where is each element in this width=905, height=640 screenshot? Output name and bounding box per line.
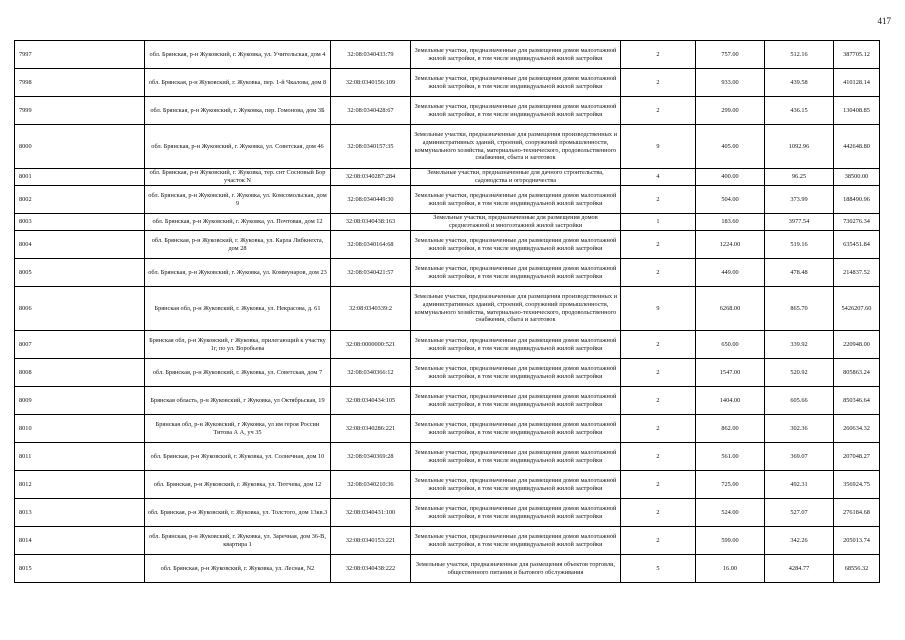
land-use-cell: Земельные участки, предназначенные для размещения домов малоэтажной жилой застройки, в том числе индивидуальной жилой застройки bbox=[411, 499, 621, 527]
address-cell: Брянская обл, р-н Жуковский, г Жуковка, ул им героя России Титова А А, уч 35 bbox=[145, 415, 331, 443]
cadastral-number-cell: 32:08:0340164:68 bbox=[331, 231, 411, 259]
cadastral-value-cell: 805863.24 bbox=[834, 359, 880, 387]
land-use-cell: Земельные участки, предназначенные для размещения домов малоэтажной жилой застройки, в том числе индивидуальной жилой застройки bbox=[411, 387, 621, 415]
table-body bbox=[15, 41, 880, 583]
area-cell: 16.00 bbox=[696, 555, 765, 583]
land-use-cell: Земельные участки, предназначенные для размещения домов малоэтажной жилой застройки, в том числе индивидуальной жилой застройки bbox=[411, 443, 621, 471]
row-number-cell: 8005 bbox=[15, 259, 145, 287]
cadastral-value-cell: 214837.52 bbox=[834, 259, 880, 287]
address-cell: обл. Брянская, р-н Жуковский, г. Жуковка, ул. Советская, дом 7 bbox=[145, 359, 331, 387]
table-row bbox=[15, 214, 880, 231]
table-row bbox=[15, 359, 880, 387]
cadastral-value-cell: 387705.12 bbox=[834, 41, 880, 69]
group-cell: 2 bbox=[621, 359, 696, 387]
address-cell: обл. Брянская, р-н Жуковский, г. Жуковка, тер. снт Сосновый Бор участок N bbox=[145, 169, 331, 186]
row-number-cell: 8008 bbox=[15, 359, 145, 387]
cadastral-value-cell: 68556.32 bbox=[834, 555, 880, 583]
address-cell: обл. Брянская, р-н Жуковский, г. Жуковка, ул. Советская, дом 46 bbox=[145, 125, 331, 169]
land-use-cell: Земельные участки, предназначенные для размещения домов малоэтажной жилой застройки, в том числе индивидуальной жилой застройки bbox=[411, 527, 621, 555]
unit-cost-cell: 512.16 bbox=[765, 41, 834, 69]
cadastral-number-cell: 32:08:0340438:163 bbox=[331, 214, 411, 231]
area-cell: 725.00 bbox=[696, 471, 765, 499]
unit-cost-cell: 4284.77 bbox=[765, 555, 834, 583]
address-cell: Брянская область, р-н Жуковский, г Жуковка, ул Октябрьская, 19 bbox=[145, 387, 331, 415]
cadastral-number-cell: 32:08:0340156:109 bbox=[331, 69, 411, 97]
land-use-cell: Земельные участки, предназначенные для размещения домов малоэтажной жилой застройки, в том числе индивидуальной жилой застройки bbox=[411, 69, 621, 97]
land-use-cell: Земельные участки, предназначенные для размещения объектов торговли, общественного питания и бытового обслуживания bbox=[411, 555, 621, 583]
table-row bbox=[15, 41, 880, 69]
cadastral-number-cell: 32:08:0340153:221 bbox=[331, 527, 411, 555]
land-use-cell: Земельные участки, предназначенные для дачного строительства, садоводства и огородничества bbox=[411, 169, 621, 186]
cadastral-number-cell: 32:08:0340287:284 bbox=[331, 169, 411, 186]
land-use-cell: Земельные участки, предназначенные для размещения производственных и административных зданий, строений, сооружений промышленности, коммунального хозяйства, материально-технического, продовольственного снабжения, сбыта и заготовок bbox=[411, 287, 621, 331]
address-cell: обл. Брянская, р-н Жуковский, г. Жуковка, ул. Карла Либкнехта, дом 28 bbox=[145, 231, 331, 259]
row-number-cell: 8013 bbox=[15, 499, 145, 527]
group-cell: 2 bbox=[621, 97, 696, 125]
row-number-cell: 8007 bbox=[15, 331, 145, 359]
unit-cost-cell: 369.07 bbox=[765, 443, 834, 471]
address-cell: Брянская обл, р-н Жуковский, г. Жуковка, ул. Некрасова, д. 61 bbox=[145, 287, 331, 331]
group-cell: 2 bbox=[621, 443, 696, 471]
land-use-cell: Земельные участки, предназначенные для размещения домов малоэтажной жилой застройки, в том числе индивидуальной жилой застройки bbox=[411, 186, 621, 214]
unit-cost-cell: 1092.96 bbox=[765, 125, 834, 169]
unit-cost-cell: 96.25 bbox=[765, 169, 834, 186]
row-number-cell: 8003 bbox=[15, 214, 145, 231]
land-use-cell: Земельные участки, предназначенные для размещения производственных и административных зданий, строений, сооружений промышленности, коммунального хозяйства, материально-технического, продовольственного снабжения, сбыта и заготовок bbox=[411, 125, 621, 169]
cadastral-value-cell: 730276.34 bbox=[834, 214, 880, 231]
table-row bbox=[15, 231, 880, 259]
group-cell: 2 bbox=[621, 527, 696, 555]
group-cell: 2 bbox=[621, 331, 696, 359]
cadastral-value-cell: 410128.14 bbox=[834, 69, 880, 97]
table-row bbox=[15, 97, 880, 125]
row-number-cell: 8015 bbox=[15, 555, 145, 583]
row-number-cell: 8004 bbox=[15, 231, 145, 259]
group-cell: 5 bbox=[621, 555, 696, 583]
cadastral-number-cell: 32:08:0340438:222 bbox=[331, 555, 411, 583]
cadastral-value-cell: 220948.00 bbox=[834, 331, 880, 359]
row-number-cell: 8014 bbox=[15, 527, 145, 555]
address-cell: обл. Брянская, р-н Жуковский, г. Жуковка, ул. Лесная, N2 bbox=[145, 555, 331, 583]
area-cell: 405.00 bbox=[696, 125, 765, 169]
cadastral-value-cell: 260634.32 bbox=[834, 415, 880, 443]
unit-cost-cell: 439.58 bbox=[765, 69, 834, 97]
area-cell: 299.00 bbox=[696, 97, 765, 125]
address-cell: обл. Брянская, р-н Жуковский, г. Жуковка, пер. Гомонова, дом 3Б bbox=[145, 97, 331, 125]
cadastral-value-cell: 276184.68 bbox=[834, 499, 880, 527]
address-cell: обл. Брянская, р-н Жуковский, г. Жуковка, ул. Коммунаров, дом 23 bbox=[145, 259, 331, 287]
row-number-cell: 7999 bbox=[15, 97, 145, 125]
area-cell: 449.00 bbox=[696, 259, 765, 287]
area-cell: 650.00 bbox=[696, 331, 765, 359]
table-row bbox=[15, 387, 880, 415]
table-row bbox=[15, 555, 880, 583]
area-cell: 504.00 bbox=[696, 186, 765, 214]
row-number-cell: 7997 bbox=[15, 41, 145, 69]
table-row bbox=[15, 186, 880, 214]
table-row bbox=[15, 471, 880, 499]
area-cell: 524.00 bbox=[696, 499, 765, 527]
address-cell: обл. Брянская, р-н Жуковский, г. Жуковка, ул. Учительская, дом 4 bbox=[145, 41, 331, 69]
unit-cost-cell: 520.92 bbox=[765, 359, 834, 387]
cadastral-value-cell: 188490.96 bbox=[834, 186, 880, 214]
cadastral-value-cell: 356924.75 bbox=[834, 471, 880, 499]
table-row bbox=[15, 69, 880, 97]
unit-cost-cell: 436.15 bbox=[765, 97, 834, 125]
area-cell: 933.00 bbox=[696, 69, 765, 97]
land-use-cell: Земельные участки, предназначенные для размещения домов малоэтажной жилой застройки, в том числе индивидуальной жилой застройки bbox=[411, 331, 621, 359]
cadastral-number-cell: 32:08:0340428:67 bbox=[331, 97, 411, 125]
cadastral-number-cell: 32:08:0340431:100 bbox=[331, 499, 411, 527]
row-number-cell: 8009 bbox=[15, 387, 145, 415]
land-use-cell: Земельные участки, предназначенные для размещения домов малоэтажной жилой застройки, в том числе индивидуальной жилой застройки bbox=[411, 97, 621, 125]
land-use-cell: Земельные участки, предназначенные для размещения домов малоэтажной жилой застройки, в том числе индивидуальной жилой застройки bbox=[411, 359, 621, 387]
cadastral-number-cell: 32:08:0340433:79 bbox=[331, 41, 411, 69]
cadastral-value-cell: 635451.84 bbox=[834, 231, 880, 259]
row-number-cell: 7998 bbox=[15, 69, 145, 97]
cadastral-value-cell: 442648.80 bbox=[834, 125, 880, 169]
unit-cost-cell: 492.31 bbox=[765, 471, 834, 499]
cadastral-number-cell: 32:08:0340286:221 bbox=[331, 415, 411, 443]
address-cell: обл. Брянская, р-н Жуковский, г. Жуковка, ул. Почтовая, дом 12 bbox=[145, 214, 331, 231]
row-number-cell: 8001 bbox=[15, 169, 145, 186]
cadastral-number-cell: 32:08:0340369:28 bbox=[331, 443, 411, 471]
row-number-cell: 8012 bbox=[15, 471, 145, 499]
cadastral-value-cell: 5426207.60 bbox=[834, 287, 880, 331]
cadastral-number-cell: 32:08:0340449:30 bbox=[331, 186, 411, 214]
area-cell: 862.00 bbox=[696, 415, 765, 443]
area-cell: 1404.00 bbox=[696, 387, 765, 415]
unit-cost-cell: 339.92 bbox=[765, 331, 834, 359]
table-row bbox=[15, 443, 880, 471]
group-cell: 9 bbox=[621, 287, 696, 331]
area-cell: 400.00 bbox=[696, 169, 765, 186]
group-cell: 2 bbox=[621, 387, 696, 415]
land-use-cell: Земельные участки, предназначенные для размещения домов среднеэтажной и многоэтажной жилой застройки bbox=[411, 214, 621, 231]
group-cell: 2 bbox=[621, 231, 696, 259]
row-number-cell: 8000 bbox=[15, 125, 145, 169]
address-cell: обл. Брянская, р-н Жуковский, г. Жуковка, ул. Толстого, дом 13кв.3 bbox=[145, 499, 331, 527]
address-cell: обл. Брянская, р-н Жуковский, г. Жуковка, ул. Солнечная, дом 10 bbox=[145, 443, 331, 471]
cadastral-value-cell: 38500.00 bbox=[834, 169, 880, 186]
cadastral-number-cell: 32:08:0340210:36 bbox=[331, 471, 411, 499]
unit-cost-cell: 342.26 bbox=[765, 527, 834, 555]
address-cell: обл. Брянская, р-н Жуковский, г. Жуковка, ул. Заречная, дом 36-В, квартира 1 bbox=[145, 527, 331, 555]
group-cell: 2 bbox=[621, 69, 696, 97]
row-number-cell: 8006 bbox=[15, 287, 145, 331]
unit-cost-cell: 865.70 bbox=[765, 287, 834, 331]
address-cell: обл. Брянская, р-н Жуковский, г. Жуковка, ул. Тютчева, дом 12 bbox=[145, 471, 331, 499]
unit-cost-cell: 373.99 bbox=[765, 186, 834, 214]
table-row bbox=[15, 259, 880, 287]
group-cell: 4 bbox=[621, 169, 696, 186]
cadastral-number-cell: 32:08:0340366:12 bbox=[331, 359, 411, 387]
address-cell: обл. Брянская, р-н Жуковский, г. Жуковка, ул. Комсомольская, дом 9 bbox=[145, 186, 331, 214]
land-use-cell: Земельные участки, предназначенные для размещения домов малоэтажной жилой застройки, в том числе индивидуальной жилой застройки bbox=[411, 415, 621, 443]
land-cadastral-table bbox=[14, 40, 880, 583]
group-cell: 2 bbox=[621, 41, 696, 69]
row-number-cell: 8010 bbox=[15, 415, 145, 443]
address-cell: обл. Брянская, р-н Жуковский, г. Жуковка, пер. 1-й Чкалова, дом 8 bbox=[145, 69, 331, 97]
unit-cost-cell: 527.07 bbox=[765, 499, 834, 527]
address-cell: Брянская обл, р-н Жуковский, г Жуковка, прилегающий к участку 1г, по ул. Воробьева bbox=[145, 331, 331, 359]
unit-cost-cell: 519.16 bbox=[765, 231, 834, 259]
group-cell: 2 bbox=[621, 415, 696, 443]
cadastral-number-cell: 32:08:0340421:57 bbox=[331, 259, 411, 287]
land-use-cell: Земельные участки, предназначенные для размещения домов малоэтажной жилой застройки, в том числе индивидуальной жилой застройки bbox=[411, 471, 621, 499]
table-row bbox=[15, 499, 880, 527]
group-cell: 2 bbox=[621, 259, 696, 287]
cadastral-number-cell: 32:08:0340434:105 bbox=[331, 387, 411, 415]
group-cell: 1 bbox=[621, 214, 696, 231]
row-number-cell: 8011 bbox=[15, 443, 145, 471]
group-cell: 2 bbox=[621, 499, 696, 527]
cadastral-number-cell: 32:08:0340339:2 bbox=[331, 287, 411, 331]
table-row bbox=[15, 125, 880, 169]
table-row bbox=[15, 527, 880, 555]
land-use-cell: Земельные участки, предназначенные для размещения домов малоэтажной жилой застройки, в том числе индивидуальной жилой застройки bbox=[411, 41, 621, 69]
group-cell: 9 bbox=[621, 125, 696, 169]
cadastral-value-cell: 850346.64 bbox=[834, 387, 880, 415]
unit-cost-cell: 605.66 bbox=[765, 387, 834, 415]
cadastral-value-cell: 207048.27 bbox=[834, 443, 880, 471]
row-number-cell: 8002 bbox=[15, 186, 145, 214]
table-row bbox=[15, 415, 880, 443]
cadastral-number-cell: 32:08:0000000:521 bbox=[331, 331, 411, 359]
page-number: 417 bbox=[877, 16, 891, 26]
group-cell: 2 bbox=[621, 186, 696, 214]
area-cell: 561.00 bbox=[696, 443, 765, 471]
area-cell: 6268.00 bbox=[696, 287, 765, 331]
group-cell: 2 bbox=[621, 471, 696, 499]
area-cell: 1547.00 bbox=[696, 359, 765, 387]
cadastral-value-cell: 205013.74 bbox=[834, 527, 880, 555]
area-cell: 757.00 bbox=[696, 41, 765, 69]
table-row bbox=[15, 331, 880, 359]
area-cell: 1224.00 bbox=[696, 231, 765, 259]
unit-cost-cell: 302.36 bbox=[765, 415, 834, 443]
land-use-cell: Земельные участки, предназначенные для размещения домов малоэтажной жилой застройки, в том числе индивидуальной жилой застройки bbox=[411, 259, 621, 287]
land-use-cell: Земельные участки, предназначенные для размещения домов малоэтажной жилой застройки, в том числе индивидуальной жилой застройки bbox=[411, 231, 621, 259]
cadastral-value-cell: 130408.85 bbox=[834, 97, 880, 125]
unit-cost-cell: 3977.54 bbox=[765, 214, 834, 231]
table-row bbox=[15, 169, 880, 186]
cadastral-number-cell: 32:08:0340157:35 bbox=[331, 125, 411, 169]
area-cell: 183.60 bbox=[696, 214, 765, 231]
unit-cost-cell: 478.48 bbox=[765, 259, 834, 287]
table-row bbox=[15, 287, 880, 331]
area-cell: 599.00 bbox=[696, 527, 765, 555]
